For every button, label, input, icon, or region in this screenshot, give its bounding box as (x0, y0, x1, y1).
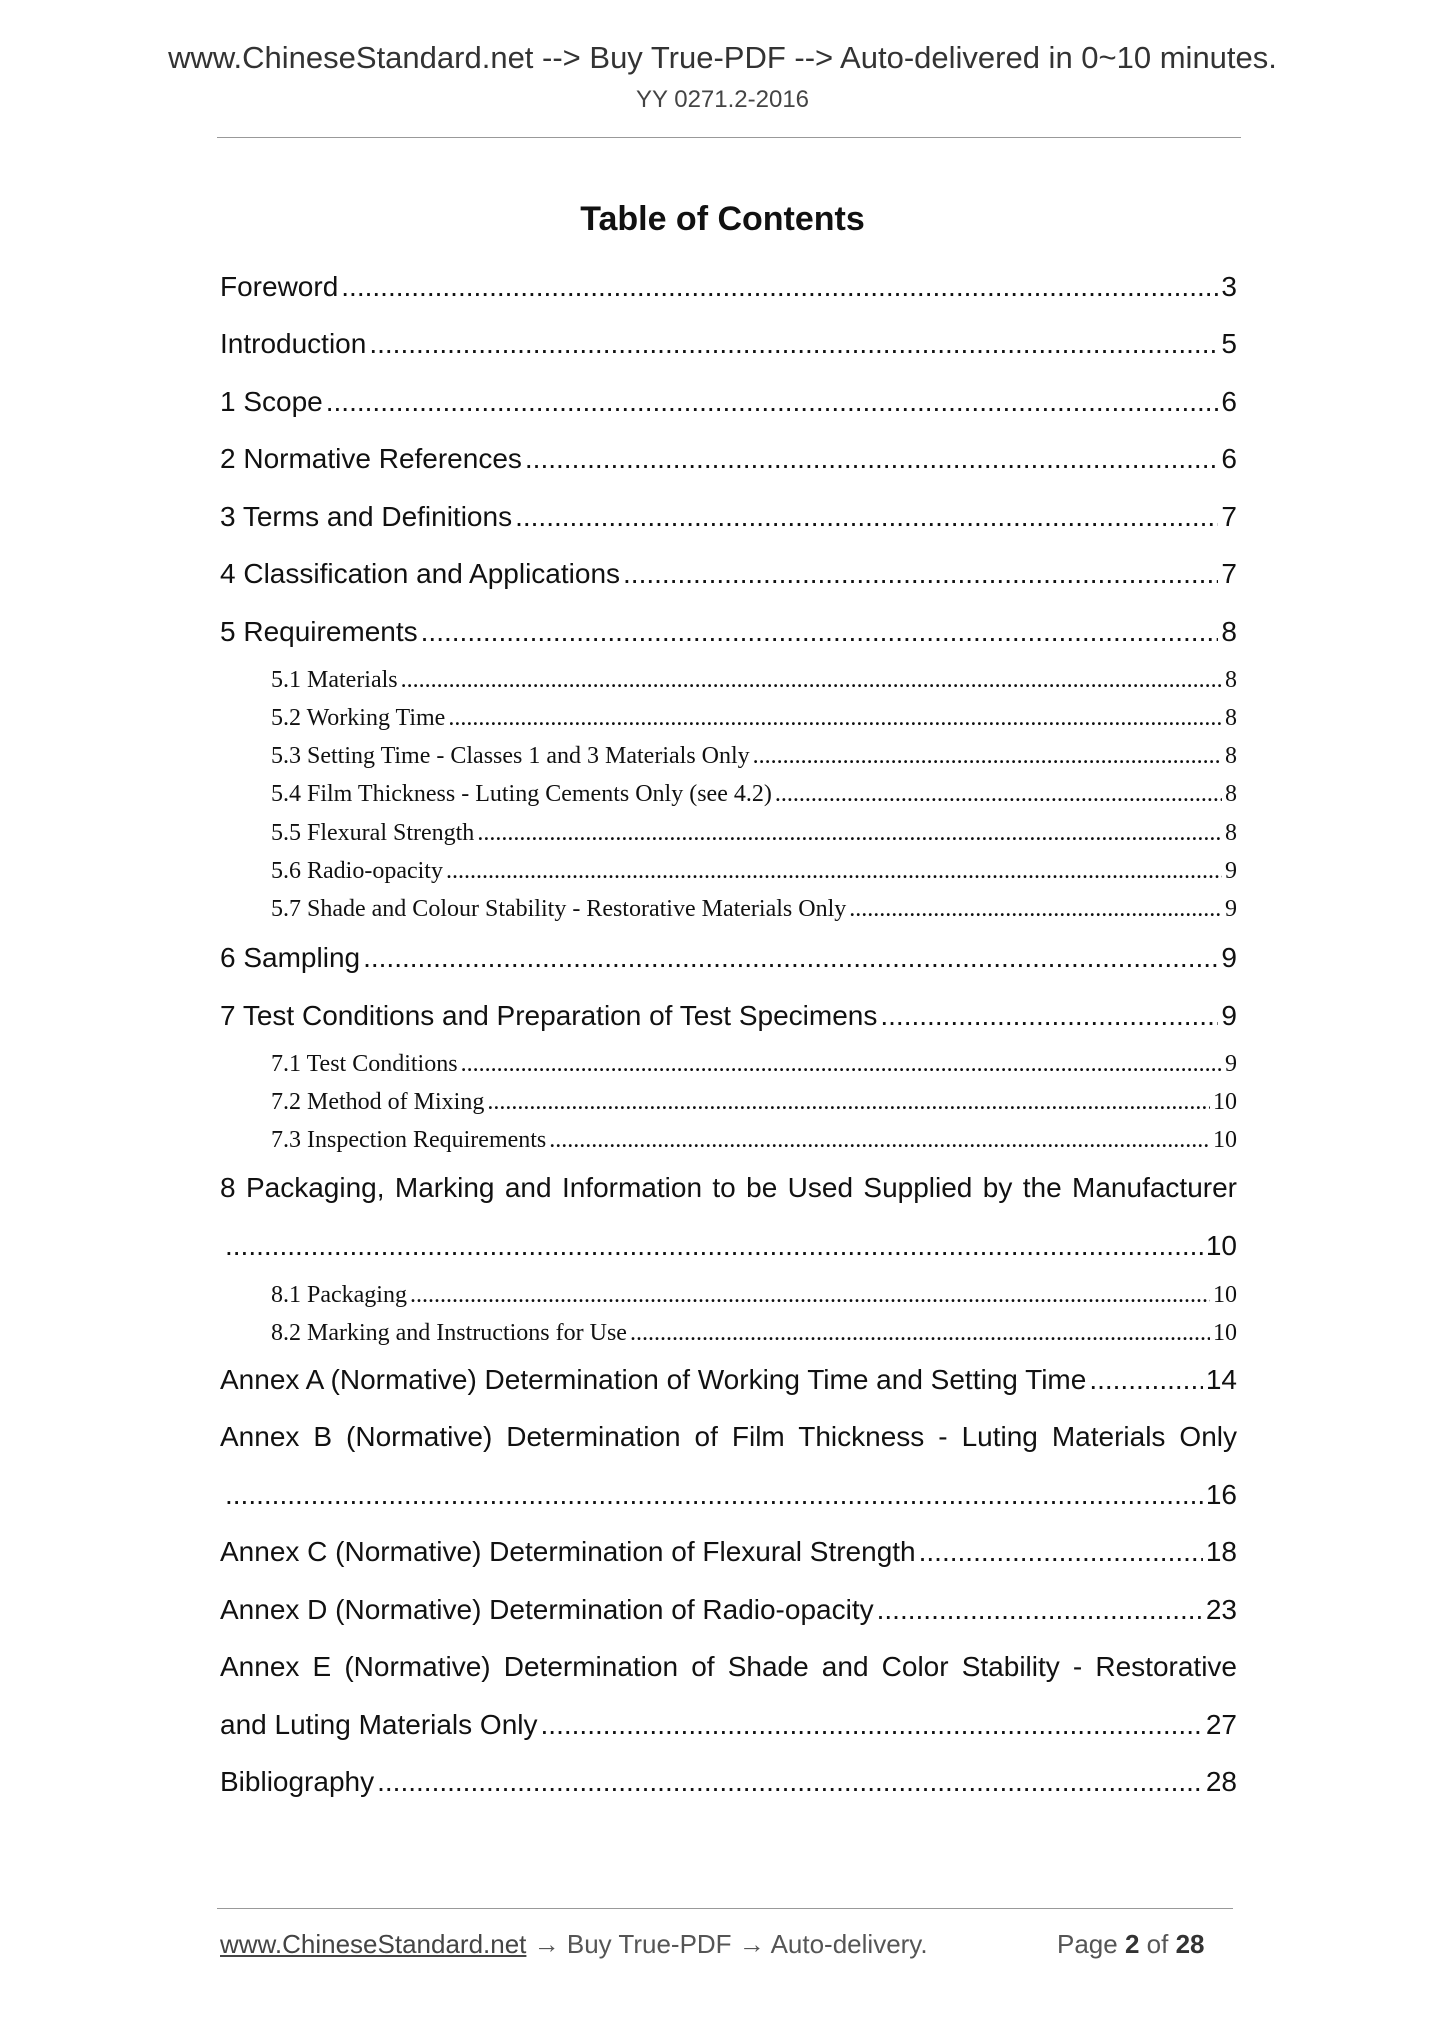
toc-subentry-method-of-mixing[interactable] (271, 1089, 1237, 1116)
toc-subentry-film-thickness[interactable] (271, 781, 1237, 808)
toc-entry-page: 10 (1213, 1089, 1237, 1115)
toc-entry-label: 5.7 Shade and Colour Stability - Restorative Materials Only (271, 896, 847, 922)
toc-entry-annex-c[interactable] (220, 1536, 1237, 1568)
toc-entry-label: 7.1 Test Conditions (271, 1051, 458, 1077)
toc-entry-scope[interactable] (220, 386, 1237, 418)
toc-entry-packaging-continued[interactable] (225, 1230, 1237, 1262)
page-of: of (1146, 1929, 1169, 1959)
toc-entry-page: 8 (1221, 616, 1237, 647)
toc-subentry-flexural-strength[interactable] (271, 820, 1237, 847)
toc-leader-dots (326, 386, 1219, 418)
toc-entry-introduction[interactable] (220, 328, 1237, 360)
toc-entry-page: 8 (1225, 820, 1237, 846)
toc-entry-page: 9 (1221, 1000, 1237, 1031)
toc-leader-dots (880, 1000, 1218, 1032)
toc-entry-annex-b-continued[interactable] (225, 1479, 1237, 1511)
standard-code: YY 0271.2-2016 (635, 86, 810, 113)
toc-entry-page: 9 (1225, 1051, 1237, 1077)
toc-leader-dots (421, 616, 1219, 648)
toc-entry-page: 10 (1213, 1320, 1237, 1346)
toc-leader-dots (753, 743, 1222, 770)
toc-entry-annex-d[interactable] (220, 1594, 1237, 1626)
toc-entry-annex-e[interactable]: Annex E (Normative) Determination of Shade and Color Stability - Restorative (220, 1651, 1237, 1682)
toc-entry-requirements[interactable] (220, 616, 1237, 648)
toc-entry-page: 8 (1225, 705, 1237, 731)
toc-leader-dots (515, 501, 1218, 533)
toc-entry-label: 5.2 Working Time (271, 705, 446, 731)
toc-subentry-shade-colour[interactable] (271, 896, 1237, 923)
toc-entry-page: 16 (1205, 1479, 1237, 1510)
toc-entry-label: Foreword (220, 271, 339, 302)
toc-entry-label: 5.3 Setting Time - Classes 1 and 3 Materials Only (271, 743, 750, 769)
toc-entry-test-conditions[interactable] (220, 1000, 1237, 1032)
toc-entry-page: 10 (1213, 1127, 1237, 1153)
toc-entry-label: 3 Terms and Definitions (220, 501, 513, 532)
toc-entry-page: 5 (1221, 328, 1237, 359)
footer-tagline: → Buy True-PDF → Auto-delivery. (526, 1929, 928, 1959)
toc-leader-dots (477, 820, 1222, 847)
toc-entry-page: 6 (1221, 443, 1237, 474)
toc-title: Table of Contents (580, 200, 865, 238)
toc-entry-page: 8 (1225, 781, 1237, 807)
toc-leader-dots (461, 1051, 1222, 1078)
toc-entry-label: Annex C (Normative) Determination of Flexural Strength (220, 1536, 916, 1567)
toc-leader-dots (369, 328, 1218, 360)
toc-leader-dots (775, 781, 1222, 808)
toc-entry-label: Introduction (220, 328, 367, 359)
toc-entry-label: 7 Test Conditions and Preparation of Test Specimens (220, 1000, 878, 1031)
toc-leader-dots (377, 1766, 1203, 1798)
toc-leader-dots (225, 1479, 1203, 1511)
toc-entry-page: 14 (1205, 1364, 1237, 1395)
toc-subentry-inspection[interactable] (271, 1127, 1237, 1154)
toc-leader-dots (410, 1282, 1210, 1309)
toc-entry-label: 4 Classification and Applications (220, 558, 621, 589)
toc-leader-dots (446, 858, 1222, 885)
toc-entry-label: 2 Normative References (220, 443, 522, 474)
toc-subentry-test-conditions[interactable] (271, 1051, 1237, 1078)
toc-leader-dots (225, 1230, 1203, 1262)
toc-leader-dots (541, 1709, 1203, 1741)
toc-entry-classification[interactable] (220, 558, 1237, 590)
toc-subentry-packaging[interactable] (271, 1282, 1237, 1309)
toc-entry-page: 18 (1205, 1536, 1237, 1567)
toc-entry-label: 8.2 Marking and Instructions for Use (271, 1320, 627, 1346)
toc-leader-dots (525, 443, 1219, 475)
toc-entry-label: 1 Scope (220, 386, 323, 417)
toc-entry-normative-references[interactable] (220, 443, 1237, 475)
toc-entry-label: 7.3 Inspection Requirements (271, 1127, 547, 1153)
toc-leader-dots (623, 558, 1218, 590)
toc-leader-dots (1089, 1364, 1203, 1396)
toc-leader-dots (363, 942, 1218, 974)
toc-entry-page: 7 (1221, 558, 1237, 589)
page-number (1057, 1929, 1205, 1960)
toc-leader-dots (401, 667, 1222, 694)
toc-entry-page: 3 (1221, 271, 1237, 302)
toc-entry-page: 27 (1205, 1709, 1237, 1740)
toc-leader-dots (341, 271, 1218, 303)
toc-entry-page: 28 (1205, 1766, 1237, 1797)
toc-entry-annex-a[interactable] (220, 1364, 1237, 1396)
footer-divider (217, 1908, 1233, 1909)
toc-entry-page: 6 (1221, 386, 1237, 417)
toc-subentry-working-time[interactable] (271, 705, 1237, 732)
toc-entry-label: Annex D (Normative) Determination of Radio-opacity (220, 1594, 874, 1625)
toc-entry-label: 7.2 Method of Mixing (271, 1089, 485, 1115)
toc-entry-packaging[interactable]: 8 Packaging, Marking and Information to be Used Supplied by the Manufacturer (220, 1172, 1237, 1203)
footer-left (220, 1929, 928, 1960)
header-banner: www.ChineseStandard.net --> Buy True-PDF --> Auto-delivered in 0~10 minutes. (168, 40, 1277, 75)
toc-entry-page: 10 (1213, 1282, 1237, 1308)
header-divider (217, 137, 1241, 138)
toc-leader-dots (549, 1127, 1210, 1154)
footer-site-link[interactable]: www.ChineseStandard.net (220, 1929, 527, 1959)
toc-entry-page: 9 (1225, 858, 1237, 884)
toc-leader-dots (487, 1089, 1210, 1116)
toc-entry-label: 5.6 Radio-opacity (271, 858, 443, 884)
toc-entry-label: 5.1 Materials (271, 667, 398, 693)
toc-entry-label: 5.5 Flexural Strength (271, 820, 475, 846)
toc-subentry-materials[interactable] (271, 667, 1237, 694)
toc-entry-sampling[interactable] (220, 942, 1237, 974)
toc-entry-label: 8.1 Packaging (271, 1282, 407, 1308)
toc-entry-page: 8 (1225, 743, 1237, 769)
toc-leader-dots (919, 1536, 1203, 1568)
toc-entry-bibliography[interactable] (220, 1766, 1237, 1798)
page-word: Page (1057, 1929, 1118, 1959)
toc-entry-foreword[interactable] (220, 271, 1237, 303)
toc-entry-page: 9 (1221, 942, 1237, 973)
toc-entry-label: 5.4 Film Thickness - Luting Cements Only (see 4.2) (271, 781, 772, 807)
toc-leader-dots (849, 896, 1222, 923)
toc-leader-dots (630, 1320, 1210, 1347)
toc-entry-label: 6 Sampling (220, 942, 361, 973)
toc-entry-page: 9 (1225, 896, 1237, 922)
toc-subentry-setting-time[interactable] (271, 743, 1237, 770)
toc-entry-label: Annex A (Normative) Determination of Working Time and Setting Time (220, 1364, 1087, 1395)
toc-entry-annex-e-continued[interactable] (220, 1709, 1237, 1741)
toc-entry-terms[interactable] (220, 501, 1237, 533)
toc-entry-page: 23 (1205, 1594, 1237, 1625)
toc-leader-dots (877, 1594, 1203, 1626)
toc-subentry-radio-opacity[interactable] (271, 858, 1237, 885)
toc-entry-label: 5 Requirements (220, 616, 418, 647)
toc-entry-page: 8 (1225, 667, 1237, 693)
toc-leader-dots (448, 705, 1222, 732)
page-total: 28 (1175, 1929, 1205, 1959)
toc-entry-label: and Luting Materials Only (220, 1709, 538, 1740)
toc-entry-page: 7 (1221, 501, 1237, 532)
toc-entry-label: Bibliography (220, 1766, 375, 1797)
toc-entry-annex-b[interactable]: Annex B (Normative) Determination of Film Thickness - Luting Materials Only (220, 1421, 1237, 1452)
toc-subentry-marking[interactable] (271, 1320, 1237, 1347)
page-current: 2 (1124, 1929, 1140, 1959)
toc-entry-page: 10 (1205, 1230, 1237, 1261)
